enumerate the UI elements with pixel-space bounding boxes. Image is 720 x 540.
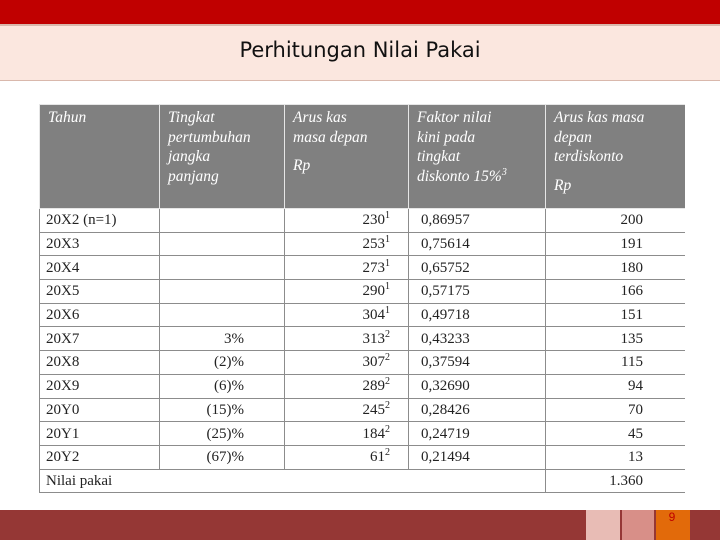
footnote-marker: 1 — [385, 210, 390, 222]
discount-factor-cell: 0,28426 — [409, 398, 546, 422]
discounted-cash-cell: 200 — [546, 209, 686, 233]
cash-flow-cell — [285, 280, 409, 304]
cash-flow-value: 184 — [362, 425, 385, 442]
cash-flow-value: 245 — [362, 401, 385, 418]
header-text: panjang — [168, 167, 219, 185]
header-tahun — [40, 105, 160, 209]
discount-factor-cell: 0,57175 — [409, 280, 546, 304]
table-row — [40, 303, 686, 327]
growth-cell: 3% — [160, 327, 285, 351]
growth-cell: (6)% — [160, 374, 285, 398]
discounted-cash-cell: 135 — [546, 327, 686, 351]
footer-block-medium — [622, 510, 654, 540]
header-text: masa depan — [293, 128, 368, 146]
growth-cell: (2)% — [160, 351, 285, 375]
growth-cell: (25)% — [160, 422, 285, 446]
discounted-cash-cell: 166 — [546, 280, 686, 304]
discount-factor-cell: 0,65752 — [409, 256, 546, 280]
footnote-marker: 2 — [385, 376, 390, 388]
year-cell: 20X2 (n=1) — [40, 209, 160, 233]
cash-flow-cell — [285, 303, 409, 327]
cash-flow-cell — [285, 422, 409, 446]
cash-flow-cell — [285, 209, 409, 233]
header-text: jangka — [168, 148, 211, 165]
table-row — [40, 351, 686, 375]
cash-flow-value: 61 — [370, 449, 385, 466]
discounted-cash-cell: 70 — [546, 398, 686, 422]
year-cell: 20Y1 — [40, 422, 160, 446]
year-cell: 20X6 — [40, 303, 160, 327]
cash-flow-value: 307 — [362, 354, 385, 371]
footnote-marker: 1 — [385, 234, 390, 246]
growth-cell — [160, 303, 285, 327]
cash-flow-cell — [285, 374, 409, 398]
growth-cell: (67)% — [160, 445, 285, 469]
cash-flow-value: 253 — [362, 236, 385, 253]
value-in-use-table — [39, 104, 685, 493]
slide-title: Perhitungan Nilai Pakai — [239, 38, 481, 62]
table-row — [40, 327, 686, 351]
cash-flow-value: 313 — [362, 330, 385, 347]
total-row — [40, 469, 686, 493]
cash-flow-cell — [285, 232, 409, 256]
header-unit: Rp — [554, 176, 572, 194]
footnote-marker: 2 — [385, 328, 390, 340]
growth-cell — [160, 280, 285, 304]
cash-flow-cell — [285, 351, 409, 375]
discounted-cash-cell: 180 — [546, 256, 686, 280]
year-cell: 20X4 — [40, 256, 160, 280]
cash-flow-cell — [285, 327, 409, 351]
discounted-cash-cell: 115 — [546, 351, 686, 375]
footnote-marker: 2 — [385, 352, 390, 364]
footnote-marker: 1 — [385, 257, 390, 269]
discounted-cash-cell: 45 — [546, 422, 686, 446]
header-text: Arus kas — [293, 109, 347, 126]
header-text: Tingkat — [168, 109, 215, 126]
discount-factor-cell: 0,75614 — [409, 232, 546, 256]
growth-cell — [160, 256, 285, 280]
discount-factor-cell: 0,86957 — [409, 209, 546, 233]
header-faktor-nilai — [409, 105, 546, 209]
table-row — [40, 280, 686, 304]
cash-flow-cell — [285, 445, 409, 469]
footnote-marker: 2 — [385, 399, 390, 411]
table-row — [40, 374, 686, 398]
growth-cell — [160, 232, 285, 256]
discount-factor-cell: 0,21494 — [409, 445, 546, 469]
header-text: kini pada — [417, 128, 476, 146]
page-number: 9 — [668, 510, 676, 524]
year-cell: 20X3 — [40, 232, 160, 256]
table-header-row — [40, 105, 686, 209]
footnote-marker: 1 — [385, 281, 390, 293]
year-cell: 20X5 — [40, 280, 160, 304]
cash-flow-cell — [285, 256, 409, 280]
year-cell: 20Y2 — [40, 445, 160, 469]
growth-cell — [160, 209, 285, 233]
header-text: Arus kas masa — [554, 109, 645, 126]
footnote-marker: 2 — [385, 423, 390, 435]
discounted-cash-cell: 94 — [546, 374, 686, 398]
cash-flow-value: 304 — [362, 307, 385, 324]
discount-factor-cell: 0,49718 — [409, 303, 546, 327]
discounted-cash-cell: 151 — [546, 303, 686, 327]
top-accent-bar — [0, 0, 720, 24]
table-row — [40, 398, 686, 422]
table-row — [40, 422, 686, 446]
cash-flow-value: 273 — [362, 259, 385, 276]
table-row — [40, 445, 686, 469]
year-cell: 20X8 — [40, 351, 160, 375]
header-unit: Rp — [293, 157, 311, 174]
discount-factor-cell: 0,37594 — [409, 351, 546, 375]
footnote-marker: 3 — [501, 166, 507, 178]
header-text: diskonto 15% — [417, 167, 502, 185]
cash-flow-value: 289 — [362, 378, 385, 395]
header-text: pertumbuhan — [168, 128, 251, 146]
header-text: tingkat — [417, 148, 461, 165]
header-text: depan — [554, 128, 592, 146]
header-arus-kas — [285, 105, 409, 209]
table-row — [40, 209, 686, 233]
discounted-cash-cell: 191 — [546, 232, 686, 256]
discount-factor-cell: 0,43233 — [409, 327, 546, 351]
year-cell: 20X9 — [40, 374, 160, 398]
total-value: 1.360 — [546, 469, 686, 493]
value-in-use-table-container — [39, 104, 685, 500]
header-tingkat-pertumbuhan — [160, 105, 285, 209]
header-text: Faktor nilai — [417, 109, 492, 126]
header-text: terdiskonto — [554, 148, 624, 165]
footnote-marker: 2 — [385, 447, 390, 459]
cash-flow-value: 290 — [362, 283, 385, 300]
table-row — [40, 232, 686, 256]
footer-block-light — [586, 510, 620, 540]
header-tahun-text: Tahun — [48, 109, 87, 126]
table-row — [40, 256, 686, 280]
header-arus-kas-terdiskonto — [546, 105, 686, 209]
year-cell: 20X7 — [40, 327, 160, 351]
growth-cell: (15)% — [160, 398, 285, 422]
discount-factor-cell: 0,24719 — [409, 422, 546, 446]
year-cell: 20Y0 — [40, 398, 160, 422]
discounted-cash-cell: 13 — [546, 445, 686, 469]
cash-flow-cell — [285, 398, 409, 422]
cash-flow-value: 230 — [362, 212, 385, 229]
footnote-marker: 1 — [385, 305, 390, 317]
discount-factor-cell: 0,32690 — [409, 374, 546, 398]
total-label: Nilai pakai — [40, 469, 546, 493]
